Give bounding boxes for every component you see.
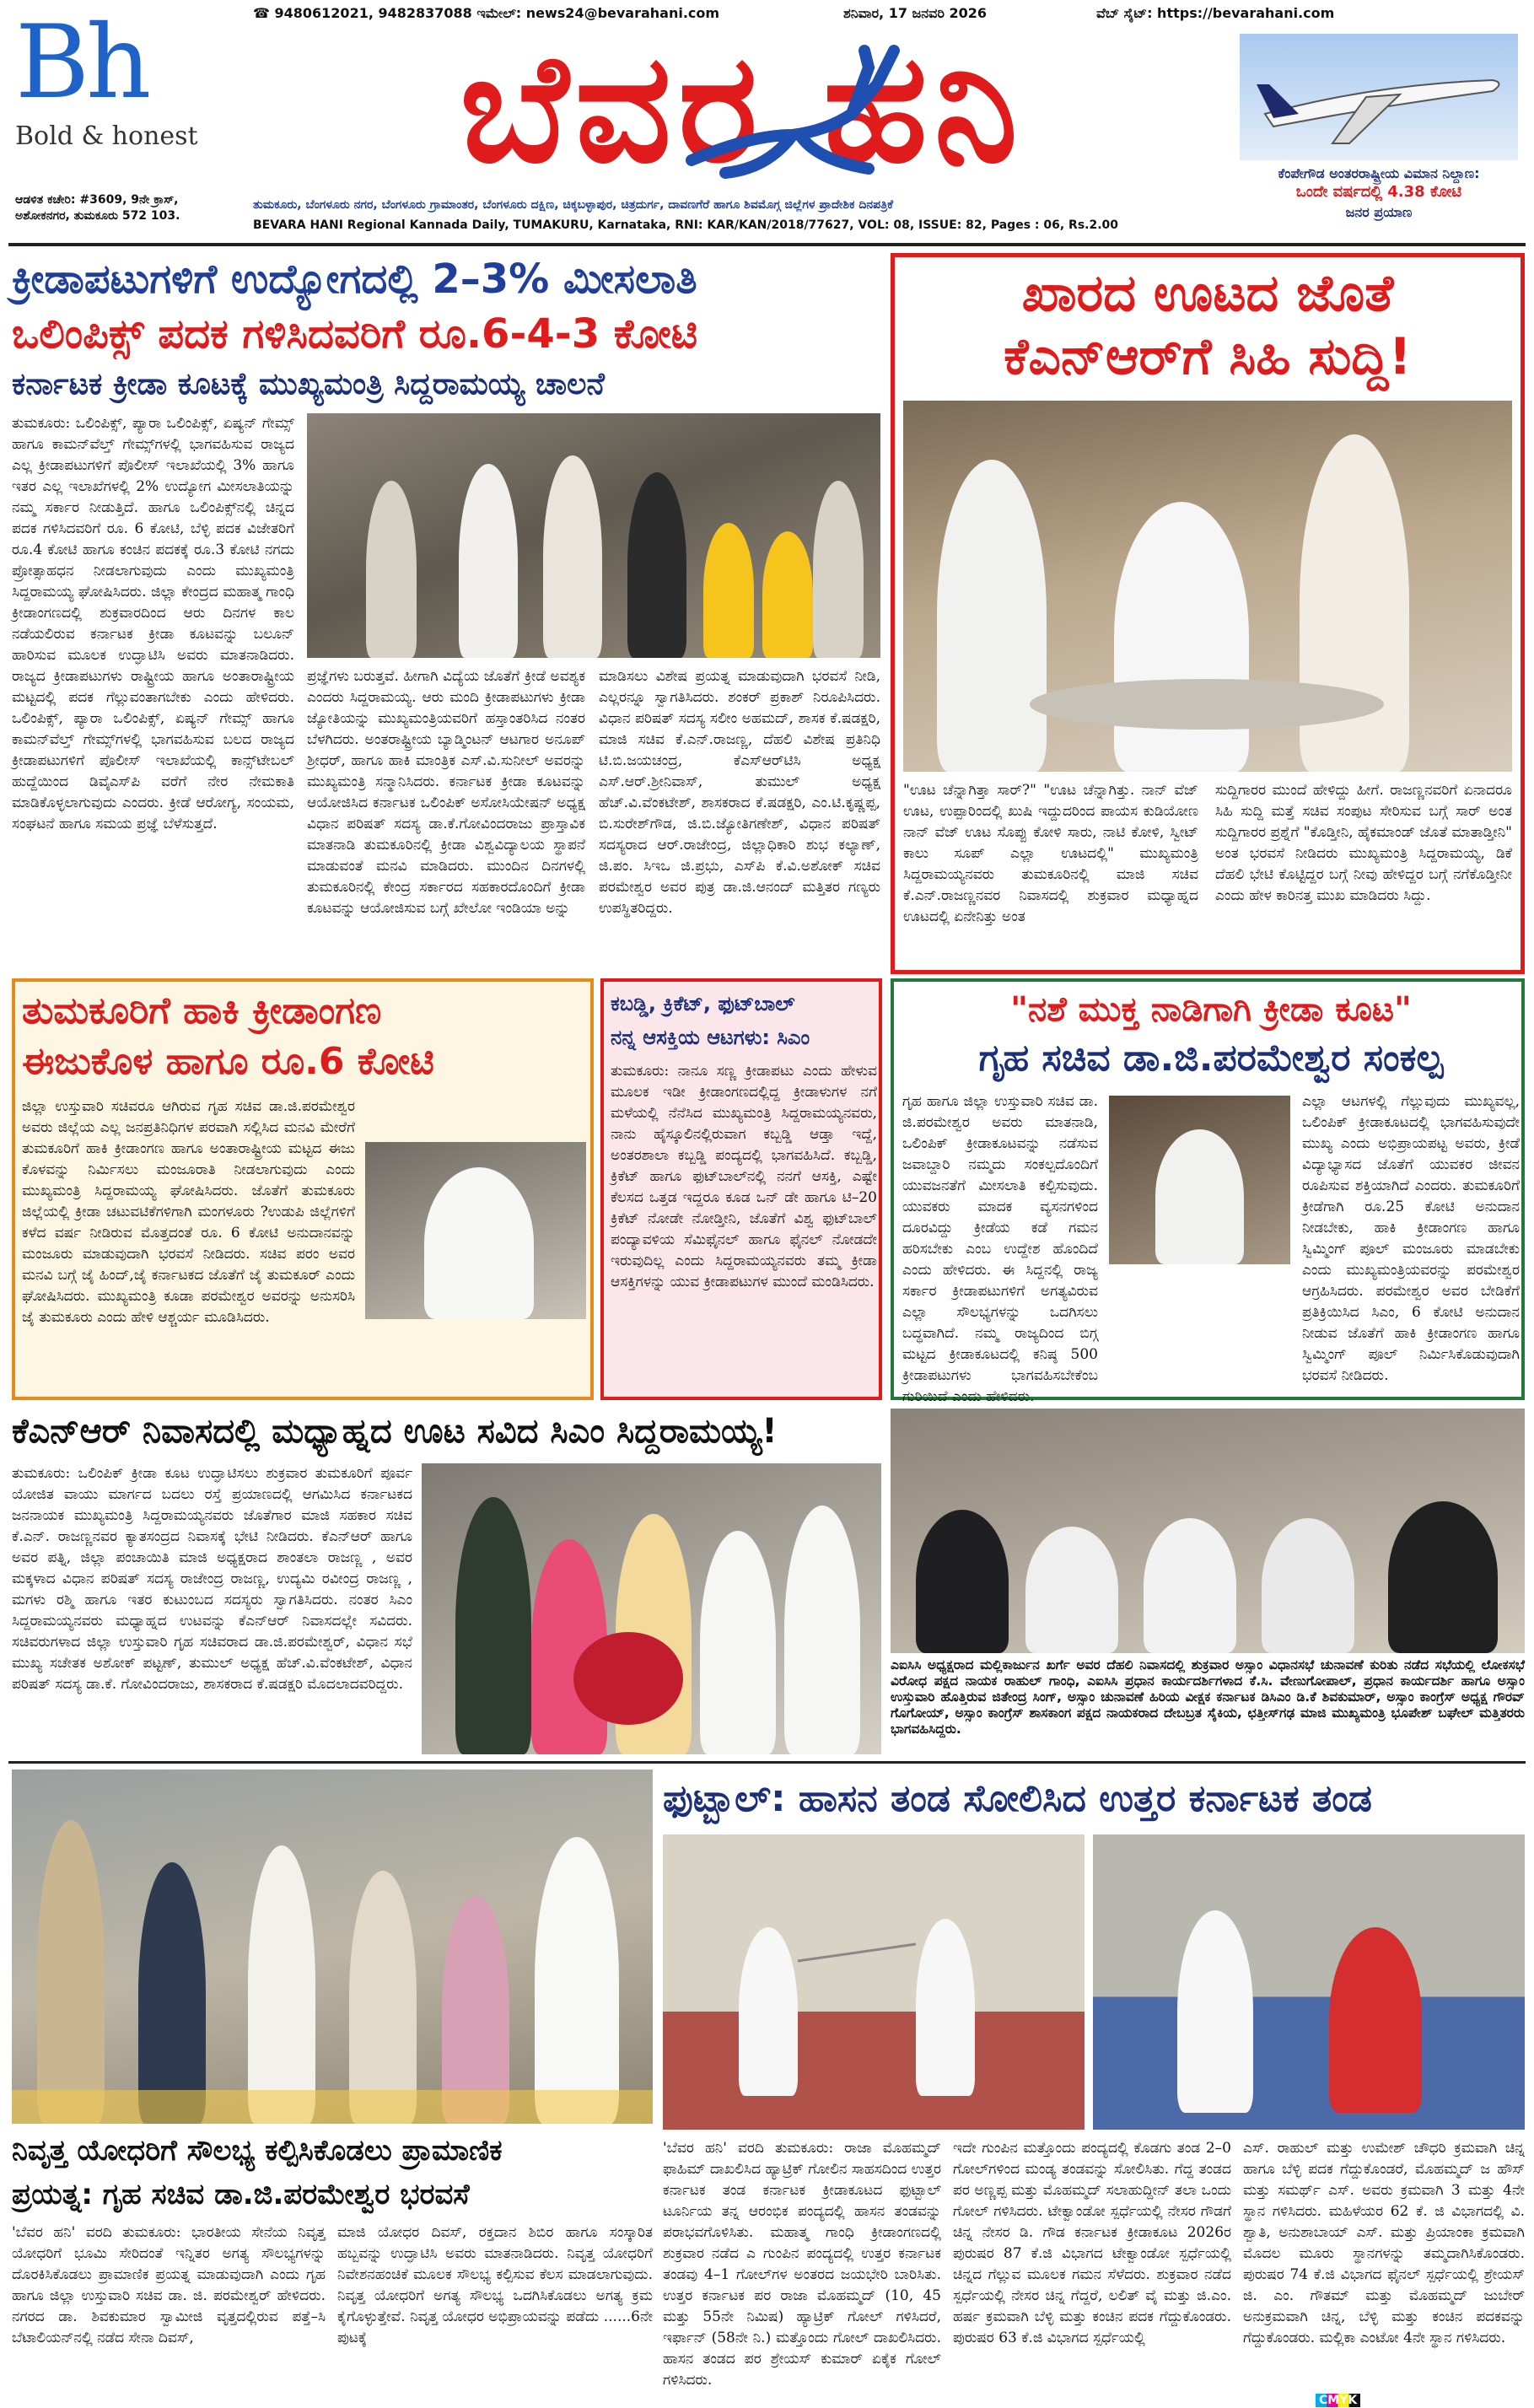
story4-headline-2: ನನ್ನ ಆಸಕ್ತಿಯ ಆಟಗಳು: ಸಿಎಂ: [611, 1026, 810, 1049]
story9-col3: ಎಸ್. ರಾಹುಲ್ ಮತ್ತು ಉಮೇಶ್ ಚೌಧರಿ ಕ್ರಮವಾಗಿ ಚಿನ್ನ ಹಾಗೂ ಬೆಳ್ಳಿ ಪದಕ ಗೆದ್ದುಕೊಂಡರೆ, ಮೊಹಮ್ಮದ್ ಜ ಹೌಸ್ ಮತ್ತು ಸಮರ್ಥ್ ಎಸ್. ಅವರು ಕ್ರಮವಾಗಿ 3 ಮತ್ತು 4ನೇ ಸ್ಥಾನ ಗಳಿಸಿದರು. ಮಹಿಳೆಯರ 62 ಕೆ. ಜಿ ವಿಭಾಗದಲ್ಲಿ ವಿ. ಶ್ವಾತಿ, ಅನುಶಾಬಾಯ್ ಎಸ್. ಮತ್ತು ಪ್ರಿಯಾಂಕಾ ಕ್ರಮವಾಗಿ ಮೊದಲ ಮೂರು ಸ್ಥಾನಗಳನ್ನು ತಮ್ಮದಾಗಿಸಿಕೊಂಡರು. ಪುರುಷರ 74 ಕೆ.ಜಿ ವಿಭಾಗದ ಫೈನಲ್ ಸ್ಪರ್ಧೆಯಲ್ಲಿ ಶ್ರೇಯಸ್ ಜಿ. ಎಂ. ಗೌತಮ್ ಮತ್ತು ಮೊಹಮ್ಮದ್ ಜುಬೇರ್ ಅನುಕ್ರಮವಾಗಿ ಚಿನ್ನ, ಬೆಳ್ಳಿ ಮತ್ತು ಕಂಚಿನ ಪದಕವನ್ನು ಗೆದ್ದುಕೊಂಡರು. ಮಲ್ಲಿಕಾ ಎಂಟೋ 4ನೇ ಸ್ಥಾನ ಗಳಿಸಿದರು.: [1243, 2140, 1525, 2346]
story9-col2: ಇದೇ ಗುಂಪಿನ ಮತ್ತೊಂದು ಪಂದ್ಯದಲ್ಲಿ ಕೊಡಗು ತಂಡ 2–0 ಗೋಲ್‌ಗಳಿಂದ ಮಂಡ್ಯ ತಂಡವನ್ನು ಸೋಲಿಸಿತು. ಗೆದ್ದ ತಂಡದ ಪರ ಅಣ್ಣಪ್ಪ ಮತ್ತು ಮೊಹಮ್ಮದ್ ಸಲಾಹುದ್ದೀನ್ ತಲಾ ಒಂದು ಗೋಲ್ ಗಳಿಸಿದರು. ಟೇಕ್ವಾಂಡೋ ಸ್ಪರ್ಧೆಯಲ್ಲಿ ನೇಸರ ಗೌಡಗೆ ಚಿನ್ನ ನೇಸರ ಡಿ. ಗೌಡ ಕರ್ನಾಟಕ ಕ್ರೀಡಾಕೂಟ 2026ರ ಪುರುಷರ 87 ಕೆ.ಜಿ ವಿಭಾಗದ ಟೇಕ್ವಾಂಡೋ ಸ್ಪರ್ಧೆಯಲ್ಲಿ ಚಿನ್ನದ ಗೆಲ್ಲುವ ಮೂಲಕ ಗಮನ ಸೆಳೆದರು. ಶುಕ್ರವಾರ ನಡೆದ ಸ್ಪರ್ಧೆಯಲ್ಲಿ ನೇಸರ ಚಿನ್ನ ಗೆದ್ದರೆ, ಲಲಿತ್ ವೈ ಮತ್ತು ಜಿ.ಎಂ. ಹರ್ಷ ಕ್ರಮವಾಗಿ ಬೆಳ್ಳಿ ಮತ್ತು ಕಂಚಿನ ಪದಕ ಗೆದ್ದುಕೊಂಡರು. ಪುರುಷರ 63 ಕೆ.ಜಿ ವಿಭಾಗದ ಸ್ಪರ್ಧೆಯಲ್ಲಿ: [953, 2140, 1231, 2346]
issue-date: ಶನಿವಾರ, 17 ಜನವರಿ 2026: [843, 5, 988, 21]
story5-box: [891, 978, 1525, 1405]
cmyk-mark: [1316, 2394, 1417, 2407]
coverage-line: ತುಮಕೂರು, ಬೆಂಗಳೂರು ನಗರ, ಬೆಂಗಳೂರು ಗ್ರಾಮಾಂತರ, ಬೆಂಗಳೂರು ದಕ್ಷಿಣ, ಚಿಕ್ಕಬಳ್ಳಾಪುರ, ಚಿತ್ರದುರ್ಗ, ದಾವಣಗೆರೆ ಹಾಗೂ ಶಿವಮೊಗ್ಗ ಜಿಲ್ಲೆಗಳ ಪ್ರಾದೇಶಿಕ ದಿನಪತ್ರಿಕೆ: [253, 198, 893, 212]
story3-photo: [365, 1142, 586, 1319]
story9-col1: 'ಬೆವರ ಹನಿ' ವರದಿ ತುಮಕೂರು: ರಾಜಾ ಮೊಹಮ್ಮದ್ ಫಾಹಿಮ್ ದಾಖಲಿಸಿದ ಹ್ಯಾಟ್ರಿಕ್ ಗೋಲಿನ ಸಾಹಸದಿಂದ ಉತ್ತರ ಕರ್ನಾಟಕ ತಂಡ ಕರ್ನಾಟಕ ಕ್ರೀಡಾಕೂಟದ ಫುಟ್ಬಾಲ್ ಟೂರ್ನಿಯ ತನ್ನ ಆರಂಭಿಕ ಪಂದ್ಯದಲ್ಲಿ ಹಾಸನ ತಂಡವನ್ನು ಪರಾಭವಗೊಳಿಸಿತು. ಮಹಾತ್ಮ ಗಾಂಧಿ ಕ್ರೀಡಾಂಗಣದಲ್ಲಿ ಶುಕ್ರವಾರ ನಡೆದ ಎ ಗುಂಪಿನ ಪಂದ್ಯದಲ್ಲಿ ಉತ್ತರ ಕರ್ನಾಟಕ ತಂಡವು 4–1 ಗೋಲ್‌ಗಳ ಅಂತರದ ಜಯಭೇರಿ ಬಾರಿಸಿತು. ಉತ್ತರ ಕರ್ನಾಟಕ ಪರ ರಾಜಾ ಮೊಹಮ್ಮದ್ (10, 45 ಮತ್ತು 55ನೇ ನಿಮಿಷ) ಹ್ಯಾಟ್ರಿಕ್ ಗೋಲ್ ಗಳಿಸಿದರೆ, ಇರ್ಫಾನ್ (58ನೇ ನಿ.) ಮತ್ತೊಂದು ಗೋಲ್ ದಾಖಲಿಸಿದರು. ಹಾಸನ ತಂಡದ ಪರ ಶ್ರೇಯಸ್ ಕುಮಾರ್ ಏಕೈಕ ಗೋಲ್ ಗಳಿಸಿದರು.: [663, 2140, 941, 2389]
mid-rule: [8, 1761, 1526, 1764]
logo-tagline: Bold & honest: [15, 121, 198, 151]
story6-photo: [422, 1463, 881, 1754]
gazelle-icon: [675, 34, 902, 186]
story5-headline-2: ಗೃಹ ಸಚಿವ ಡಾ.ಜಿ.ಪರಮೇಶ್ವರ ಸಂಕಲ್ಪ: [978, 1037, 1444, 1080]
story4-col1: ತುಮಕೂರು: ನಾನೂ ಸಣ್ಣ ಕ್ರೀಡಾಪಟು ಎಂದು ಹೇಳುವ ಮೂಲಕ ಇಡೀ ಕ್ರೀಡಾಂಗಣದಲ್ಲಿದ್ದ ಕ್ರೀಡಾಳುಗಳ ನಗೆ ಮಳೆಯಲ್ಲಿ ನೆನೆಸಿದ ಮುಖ್ಯಮಂತ್ರಿ ಸಿದ್ದರಾಮಯ್ಯನವರು, ನಾನು ಹೈಸ್ಕೂಲಿನಲ್ಲಿರುವಾಗ ಕಬ್ಬಡ್ಡಿ ಆಡ್ತಾ ಇದ್ದೆ, ಅಂತರಶಾಲಾ ಕಬ್ಬಡ್ಡಿ ಪಂದ್ಯದಲ್ಲಿ ಭಾಗವಹಿಸಿದೆ. ಕಬ್ಬಡ್ಡಿ, ಕ್ರಿಕೆಟ್ ಹಾಗೂ ಫುಟ್‌ಬಾಲ್‌ನಲ್ಲಿ ನನಗೆ ಆಸಕ್ತಿ, ಎಷ್ಟೇ ಕೆಲಸದ ಒತ್ತಡ ಇದ್ದರೂ ಕೂಡ ಒನ್ ಡೇ ಹಾಗೂ ಟಿ–20 ಕ್ರಿಕೆಟ್ ನೋಡೇ ನೋಡ್ತೀನಿ, ಜೊತೆಗೆ ವಿಶ್ವ ಫುಟ್‌ಬಾಲ್ ಪಂದ್ಯಾವಳಿಯ ಸೆಮಿಫೈನಲ್ ಹಾಗೂ ಫೈನಲ್ ನೋಡದೇ ಇರುವುದಿಲ್ಲ ಎಂದು ಸಿದ್ದರಾಮಯ್ಯನವರು ತಮ್ಮ ಕ್ರೀಡಾ ಆಸಕ್ತಿಗಳನ್ನು ಯುವ ಕ್ರೀಡಾಪಟುಗಳ ಮುಂದೆ ಮಂಡಿಸಿದರು.: [611, 1063, 877, 1290]
story3-headline-1: ತುಮಕೂರಿಗೆ ಹಾಕಿ ಕ್ರೀಡಾಂಗಣ: [22, 989, 382, 1032]
story2-col2: ಸುದ್ದಿಗಾರರ ಮುಂದೆ ಹೇಳಿದ್ದು ಹೀಗೆ. ರಾಜಣ್ಣನವರಿಗೆ ಏನಾದರೂ ಸಿಹಿ ಸುದ್ದಿ ಮತ್ತೆ ಸಚಿವ ಸಂಪುಟ ಸೇರಿಸುವ ಬಗ್ಗೆ ಸಾರ್ ಅಂತ ಸುದ್ದಿಗಾರರ ಪ್ರಶ್ನೆಗೆ "ಕೊಡ್ತೀನಿ, ಹೈಕಮಾಂಡ್ ಜೊತೆ ಮಾತಾಡ್ತೀನಿ" ಅಂತ ಭರವಸೆ ನೀಡಿದರು ಮುಖ್ಯಮಂತ್ರಿ ಸಿದ್ದರಾಮಯ್ಯ, ಡಿಕೆ ದೆಹಲಿ ಭೇಟಿ ಕೊಟ್ಟಿದ್ದರ ಬಗ್ಗೆ ನೀವು ಹೇಳಿದ್ದರ ಬಗ್ಗೆ ನಗೆಕೊಡ್ತೀನೀ ಎಂದು ಹೇಳ ಕಾರಿನತ್ತ ಮುಖ ಮಾಡಿದರು ಸಿದ್ದು.: [1215, 782, 1512, 904]
story1-col3: ಮಾಡಿಸಲು ವಿಶೇಷ ಪ್ರಯತ್ನ ಮಾಡುವುದಾಗಿ ಭರವಸೆ ನೀಡಿ, ಎಲ್ಲರನ್ನೂ ಸ್ವಾಗತಿಸಿದರು. ಶಂಕರ್ ಪ್ರಕಾಶ್ ನಿರೂಪಿಸಿದರು. ವಿಧಾನ ಪರಿಷತ್ ಸದಸ್ಯ ಸಲೀಂ ಅಹಮದ್, ಶಾಸಕ ಕೆ.ಷಡಕ್ಷರಿ, ಮಾಜಿ ಸಚಿವ ಕೆ.ಎನ್.ರಾಜಣ್ಣ, ದೆಹಲಿ ವಿಶೇಷ ಪ್ರತಿನಿಧಿ ಟಿ.ಬಿ.ಜಯಚಂದ್ರ, ಕೆಎಸ್‌ಆರ್‌ಟಿಸಿ ಅಧ್ಯಕ್ಷ ಎಸ್.ಆರ್.ಶ್ರೀನಿವಾಸ್, ತುಮುಲ್ ಅಧ್ಯಕ್ಷ ಹೆಚ್.ವಿ.ವೆಂಕಟೇಶ್, ಶಾಸಕರಾದ ಕೆ.ಷಡಕ್ಷರಿ, ಎಂ.ಟಿ.ಕೃಷ್ಣಪ್ಪ, ಬಿ.ಸುರೇಶ್‌ಗೌಡ, ಜಿ.ಬಿ.ಜ್ಯೋತಿಗಣೇಶ್, ವಿಧಾನ ಪರಿಷತ್ ಸದಸ್ಯರಾದ ಆರ್.ರಾಜೇಂದ್ರ, ಜಿಲ್ಲಾಧಿಕಾರಿ ಶುಭ ಕಲ್ಯಾಣ್, ಜಿ.ಪಂ. ಸಿಇಒ ಜಿ.ಪ್ರಭು, ಎಸ್‌ಪಿ ಕೆ.ವಿ.ಅಶೋಕ್ ಸಚಿವ ಪರಮೇಶ್ವರ ಅವರ ಪುತ್ರ ಡಾ.ಜಿ.ಆನಂದ್ ಮತ್ತಿತರ ಗಣ್ಯರು ಉಪಸ್ಥಿತರಿದ್ದರು.: [599, 668, 880, 917]
story8-photo: [12, 1770, 653, 2124]
story2-box: [891, 253, 1525, 974]
newspaper-title: ಬೆವರ ಹನಿ: [460, 21, 1025, 196]
office-address: ಆಡಳಿತ ಕಚೇರಿ: #3609, 9ನೇ ಕ್ರಾಸ್, ಅಶೋಕನಗರ, ತುಮಕೂರು 572 103.: [15, 193, 180, 223]
masthead-rule: [8, 243, 1526, 246]
ear-caption-2: ಒಂದೇ ವರ್ಷದಲ್ಲಿ 4.38 ಕೋಟಿ: [1295, 183, 1462, 201]
logo-letters: Bh: [15, 4, 148, 121]
cmyk-label: CMYK: [1316, 2394, 1360, 2407]
story3-box: [12, 978, 594, 1400]
story8-col2: ಮಾಜಿ ಯೋಧರ ದಿವಸ್, ರಕ್ತದಾನ ಶಿಬಿರ ಹಾಗೂ ಸಂಸ್ಕಾರಿತ ಹಬ್ಬವನ್ನು ಉದ್ಘಾಟಿಸಿ ಅವರು ಮಾತನಾಡಿದರು. ನಿವೃತ್ತ ಯೋಧರಿಗೆ ನಿವೇಶನಹಂಚಿಕೆ ಮೂಲಕ ಸೌಲಭ್ಯ ಕಲ್ಪಿಸುವ ಕೆಲಸ ಮಾಡಲಾಗುವುದು. ನಿವೃತ್ತ ಯೋಧರಿಗೆ ಅಗತ್ಯ ಸೌಲಭ್ಯ ಒದಗಿಸಿಕೊಡಲು ಅಗತ್ಯ ಕ್ರಮ ಕೈಗೊಳ್ಳುತ್ತೇವೆ. ನಿವೃತ್ತ ಯೋಧರ ಅಭಿಪ್ರಾಯವನ್ನು ಪಡೆದು ......6ನೇ ಪುಟಕ್ಕೆ: [337, 2224, 653, 2346]
story5-col2: ಎಲ್ಲಾ ಆಟಗಳಲ್ಲಿ ಗೆಲ್ಲುವುದು ಮುಖ್ಯವಲ್ಲ, ಒಲಿಂಪಿಕ್ ಕ್ರೀಡಾಕೂಟದಲ್ಲಿ ಭಾಗವಹಿಸುವುದೇ ಮುಖ್ಯ ಎಂದು ಅಭಿಪ್ರಾಯಪಟ್ಟ ಅವರು, ಕ್ರೀಡೆ ವಿದ್ಯಾಭ್ಯಾಸದ ಜೊತೆಗೆ ಯುವಕರ ಜೀವನ ರೂಪಿಸುವ ಶಕ್ತಿಯಾಗಿದೆ ಎಂದರು. ತುಮಕೂರಿಗೆ ಕ್ರೀಡೆಗಾಗಿ ರೂ.25 ಕೋಟಿ ಅನುದಾನ ನೀಡಬೇಕು, ಹಾಕಿ ಕ್ರೀಡಾಂಗಣ ಹಾಗೂ ಸ್ವಿಮ್ಮಿಂಗ್ ಪೂಲ್ ಮಂಜೂರು ಮಾಡಬೇಕು ಎಂದು ಮುಖ್ಯಮಂತ್ರಿಯವರನ್ನು ಪರಮೇಶ್ವರ ಆಗ್ರಹಿಸಿದರು. ಪರಮೇಶ್ವರ ಅವರ ಬೇಡಿಕೆಗೆ ಪ್ರತಿಕ್ರಿಯಿಸಿದ ಸಿಎಂ, 6 ಕೋಟಿ ಅನುದಾನ ನೀಡುವ ಜೊತೆಗೆ ಹಾಕಿ ಕ್ರೀಡಾಂಗಣ ಹಾಗೂ ಸ್ವಿಮ್ಮಿಂಗ್ ಪೂಲ್ ನಿರ್ಮಿಸಿಕೊಡುವುದಾಗಿ ಭರವಸೆ ನೀಡಿದರು.: [1302, 1093, 1520, 1384]
story6-headline: ಕೆಎನ್‌ಆರ್ ನಿವಾಸದಲ್ಲಿ ಮಧ್ಯಾಹ್ನದ ಊಟ ಸವಿದ ಸಿಎಂ ಸಿದ್ದರಾಮಯ್ಯ!: [12, 1412, 778, 1451]
ear-caption-3: ಜನರ ಪ್ರಯಾಣ: [1345, 204, 1413, 220]
story3-col1: ಜಿಲ್ಲಾ ಉಸ್ತುವಾರಿ ಸಚಿವರೂ ಆಗಿರುವ ಗೃಹ ಸಚಿವ ಡಾ.ಜಿ.ಪರಮೇಶ್ವರ ಅವರು ಜಿಲ್ಲೆಯ ಎಲ್ಲ ಜನಪ್ರತಿನಿಧಿಗಳ ಪರವಾಗಿ ಸಲ್ಲಿಸಿದ ಮನವಿ ಮೇರೆಗೆ ತುಮಕೂರಿಗೆ ಹಾಕಿ ಕ್ರೀಡಾಂಗಣ ಹಾಗೂ ಅಂತಾರಾಷ್ಟ್ರೀಯ ಮಟ್ಟದ ಈಜು ಕೊಳವನ್ನು ನಿರ್ಮಿಸಲು ಮಂಜೂರಾತಿ ನೀಡಲಾಗುವುದು ಎಂದು ಮುಖ್ಯಮಂತ್ರಿ ಸಿದ್ದರಾಮಯ್ಯ ಘೋಷಿಸಿದರು. ಜೊತೆಗೆ ತುಮಕೂರು ಜಿಲ್ಲೆಯಲ್ಲಿ ಕ್ರೀಡಾ ಚಟುವಟಿಕೆಗಳಿಗಾಗಿ ಮಂಗಳೂರು ?ಉಡುಪಿ ಜಿಲ್ಲೆಗಳಿಗೆ ಕಳೆದ ವರ್ಷ ನೀಡಿರುವ ಮೊತ್ತದಂತೆ ರೂ. 6 ಕೋಟಿ ಅನುದಾನವನ್ನು ಮಂಜೂರು ಮಾಡುವುದಾಗಿ ಭರವಸೆ ನೀಡಿದರು. ಸಚಿವ ಪರಂ ಅವರ ಮನವಿ ಬಗ್ಗೆ ಜೈ ಹಿಂದ್,ಜೈ ಕರ್ನಾಟಕದ ಜೊತೆಗೆ ಜೈ ತುಮಕೂರ್ ಎಂದು ಘೋಷಿಸಿದರು. ಮುಖ್ಯಮಂತ್ರಿ ಕೂಡಾ ಪರಮೇಶ್ವರ ಅವರನ್ನು ಅನುಸರಿಸಿ ಜೈ ತುಮಕೂರು ಎಂದು ಹೇಳಿ ಆಶ್ಚರ್ಯ ಮೂಡಿಸಿದರು.: [22, 1098, 355, 1326]
logo-box: [15, 4, 218, 186]
story4-headline-1: ಕಬಡ್ಡಿ, ಕ್ರಿಕೆಟ್, ಫುಟ್‌ಬಾಲ್: [611, 992, 795, 1015]
ear-caption-1: ಕೆಂಪೇಗೌಡ ಅಂತರರಾಷ್ಟ್ರೀಯ ವಿಮಾನ ನಿಲ್ದಾಣ:: [1278, 165, 1480, 181]
story9-headline: ಫುಟ್ಬಾಲ್: ಹಾಸನ ತಂಡ ಸೋಲಿಸಿದ ಉತ್ತರ ಕರ್ನಾಟಕ ತಂಡ: [663, 1777, 1372, 1820]
story8-headline-1: ನಿವೃತ್ತ ಯೋಧರಿಗೆ ಸೌಲಭ್ಯ ಕಲ್ಪಿಸಿಕೊಡಲು ಪ್ರಾಮಾಣಿಕ: [12, 2134, 503, 2168]
story1-headline-2: ಒಲಿಂಪಿಕ್ಸ್ ಪದಕ ಗಳಿಸಿದವರಿಗೆ ರೂ.6-4-3 ಕೋಟಿ: [12, 310, 698, 358]
story2-headline-1: ಖಾರದ ಊಟದ ಜೊತೆ: [1021, 264, 1394, 323]
story1-headline-1: ಕ್ರೀಡಾಪಟುಗಳಿಗೆ ಉದ್ಯೋಗದಲ್ಲಿ 2–3% ಮೀಸಲಾತಿ: [12, 256, 697, 303]
story9-photo-fencing: [663, 1834, 1085, 2130]
story8-col1: 'ಬೆವರ ಹನಿ' ವರದಿ ತುಮಕೂರು: ಭಾರತೀಯ ಸೇನೆಯ ನಿವೃತ್ತ ಯೋಧರಿಗೆ ಭೂಮಿ ಸೇರಿದಂತೆ ಇನ್ನಿತರ ಅಗತ್ಯ ಸೌಲಭ್ಯಗಳನ್ನು ದೊರಕಿಸಿಕೊಡಲು ಪ್ರಾಮಾಣಿಕ ಪ್ರಯತ್ನ ಮಾಡುವುದಾಗಿ ಎಂದು ಗೃಹ ಹಾಗೂ ಜಿಲ್ಲಾ ಉಸ್ತುವಾರಿ ಸಚಿವ ಡಾ. ಜಿ. ಪರಮೇಶ್ವರ್ ಹೇಳಿದರು. ನಗರದ ಡಾ. ಶಿವಕುಮಾರ ಸ್ವಾಮೀಜಿ ವೃತ್ತದಲ್ಲಿರುವ ಪತ್ತೆ–ಸಿ ಬೆಟಾಲಿಯನ್‌ನಲ್ಲಿ ನಡೆದ ಸೇನಾ ದಿವಸ್,: [12, 2224, 326, 2346]
story1-col2: ಪ್ರಜ್ಞೆಗಳು ಬರುತ್ತವೆ. ಹೀಗಾಗಿ ವಿದ್ಯೆಯ ಜೊತೆಗೆ ಕ್ರೀಡೆ ಅವಶ್ಯಕ ಎಂದರು ಸಿದ್ದರಾಮಯ್ಯ. ಆರು ಮಂದಿ ಕ್ರೀಡಾಪಟುಗಳು ಕ್ರೀಡಾ ಜ್ಯೋತಿಯನ್ನು ಮುಖ್ಯಮಂತ್ರಿಯವರಿಗೆ ಹಸ್ತಾಂತರಿಸಿದ ನಂತರ ಬೆಳಗಿದರು. ಅಂತರಾಷ್ಟ್ರೀಯ ಬ್ಯಾಡ್ಮಿಂಟನ್ ಆಟಗಾರ ಅನೂಪ್ ಶ್ರೀಧರ್, ಹಾಗೂ ಹಾಕಿ ಮಾಂತ್ರಿಕ ಎಸ್.ವಿ.ಸುನೀಲ್ ಅವರನ್ನು ಮುಖ್ಯಮಂತ್ರಿ ಸನ್ಮಾನಿಸಿದರು. ಕರ್ನಾಟಕ ಕ್ರೀಡಾ ಕೂಟವನ್ನು ಆಯೋಜಿಸಿದ ಕರ್ನಾಟಕ ಒಲಿಂಪಿಕ್ ಅಸೋಸಿಯೇಷನ್ ಅಧ್ಯಕ್ಷ ವಿಧಾನ ಪರಿಷತ್ ಸದಸ್ಯ ಡಾ.ಕೆ.ಗೋವಿಂದರಾಜು ಪ್ರಾಸ್ತಾವಿಕ ಮಾತನಾಡಿ ತುಮಕೂರಿನಲ್ಲಿ ಕ್ರೀಡಾ ವಿಶ್ವವಿದ್ಯಾಲಯ ಸ್ಥಾಪನೆ ಮಾಡುವಂತೆ ಮನವಿ ಮಾಡಿದರು. ಮುಂದಿನ ದಿನಗಳಲ್ಲಿ ತುಮಕೂರಿನಲ್ಲಿ ಕೇಂದ್ರ ಸರ್ಕಾರದ ಸಹಕಾರದೊಂದಿಗೆ ಕ್ರೀಡಾ ಕೂಟವನ್ನು ಆಯೋಜಿಸುವ ಬಗ್ಗೆ ಖೇಲೋ ಇಂಡಿಯಾ ಅನ್ನು: [307, 668, 585, 917]
story6-col1: ತುಮಕೂರು: ಒಲಿಂಪಿಕ್ ಕ್ರೀಡಾ ಕೂಟ ಉದ್ಘಾಟಿಸಲು ಶುಕ್ರವಾರ ತುಮಕೂರಿಗೆ ಪೂರ್ವ ಯೋಜಿತ ವಾಯು ಮಾರ್ಗದ ಬದಲು ರಸ್ತೆ ಪ್ರಯಾಣದಲ್ಲಿ ಆಗಮಿಸಿದ ಕರ್ನಾಟಕದ ಜನನಾಯಕ ಮುಖ್ಯಮಂತ್ರಿ ಸಿದ್ದರಾಮಯ್ಯನವರು ಜೊತೆಗಾರ ಮಾಜಿ ಸಹಕಾರ ಸಚಿವ ಕೆ.ಎನ್. ರಾಜಣ್ಣನವರ ಕ್ಯಾತಸಂದ್ರದ ನಿವಾಸಕ್ಕೆ ಭೇಟಿ ನೀಡಿದರು. ಕೆಎನ್‌ಆರ್ ಹಾಗೂ ಅವರ ಪತ್ನಿ, ಜಿಲ್ಲಾ ಪಂಚಾಯಿತಿ ಮಾಜಿ ಅಧ್ಯಕ್ಷರಾದ ಶಾಂತಲಾ ರಾಜಣ್ಣ , ಅವರ ಮಕ್ಕಳಾದ ವಿಧಾನ ಪರಿಷತ್ ಸದಸ್ಯ ರಾಜೇಂದ್ರ ರಾಜಣ್ಣ, ಉದ್ಯಮಿ ರವೀಂದ್ರ ರಾಜಣ್ಣ , ಮಗಳು ರಶ್ಮಿ ಹಾಗೂ ಇತರ ಕುಟುಂಬದ ಸದಸ್ಯರು ಸ್ವಾಗತಿಸಿದರು. ನಂತರ ಸಿಎಂ ಸಿದ್ದರಾಮಯ್ಯನವರು ಮಧ್ಯಾಹ್ನದ ಉಟವನ್ನು ಕೆಎನ್‌ಆರ್ ನಿವಾಸದಲ್ಲೇ ಸವಿದರು. ಸಚಿವರುಗಳಾದ ಜಿಲ್ಲಾ ಉಸ್ತುವಾರಿ ಗೃಹ ಸಚಿವರಾದ ಡಾ.ಜಿ.ಪರಮೇಶ್ವರ್, ವಿಧಾನ ಸಭೆ ಮುಖ್ಯ ಸಚೇತಕ ಅಶೋಕ್ ಪಟ್ಟಣ್, ತುಮುಲ್ ಅಧ್ಯಕ್ಷ ಹೆಚ್.ವಿ.ವೆಂಕಟೇಶ್, ವಿಧಾನ ಪರಿಷತ್ ಸದಸ್ಯ ಡಾ.ಕೆ. ಗೋವಿಂದರಾಜು, ಶಾಸಕರಾದ ಕೆ.ಷಡಕ್ಷರಿ ಮೊದಲಾದವರಿದ್ದರು.: [12, 1465, 412, 1693]
story1-photo: [307, 413, 880, 658]
story5-headline-1: "ನಶೆ ಮುಕ್ತ ನಾಡಿಗಾಗಿ ಕ್ರೀಡಾ ಕೂಟ": [1010, 990, 1412, 1029]
registration-line: BEVARA HANI Regional Kannada Daily, TUMAKURU, Karnataka, RNI: KAR/KAN/2018/77627, VOL: 08, ISSUE: 82, Pages : 06, Rs.2.00: [253, 218, 1119, 232]
story7-caption: ಎಐಸಿಸಿ ಅಧ್ಯಕ್ಷರಾದ ಮಲ್ಲಿಕಾರ್ಜುನ ಖರ್ಗೆ ಅವರ ದೆಹಲಿ ನಿವಾಸದಲ್ಲಿ ಶುಕ್ರವಾರ ಅಸ್ಸಾಂ ವಿಧಾನಸಭೆ ಚುನಾವಣೆ ಕುರಿತು ನಡೆದ ಸಭೆಯಲ್ಲಿ ಲೋಕಸಭೆ ವಿರೋಧ ಪಕ್ಷದ ನಾಯಕ ರಾಹುಲ್ ಗಾಂಧಿ, ಎಐಸಿಸಿ ಪ್ರಧಾನ ಕಾರ್ಯದರ್ಶಿಗಳಾದ ಕೆ.ಸಿ. ವೇಣುಗೋಪಾಲ್, ಪ್ರಧಾನ ಕಾರ್ಯದರ್ಶಿ ಹಾಗೂ ಅಸ್ಸಾಂ ಉಸ್ತುವಾರಿ ಹೊತ್ತಿರುವ ಜಿತೇಂದ್ರ ಸಿಂಗ್, ಅಸ್ಸಾಂ ಚುನಾವಣೆ ಹಿರಿಯ ವೀಕ್ಷಕ ಕರ್ನಾಟಕ ಡಿಸಿಎಂ ಡಿ.ಕೆ ಶಿವಕುಮಾರ್, ಅಸ್ಸಾಂ ಕಾಂಗ್ರೆಸ್ ಅಧ್ಯಕ್ಷ ಗೌರವ್ ಗೊಗೋಯ್, ಅಸ್ಸಾಂ ಕಾಂಗ್ರೆಸ್ ಶಾಸಕಾಂಗ ಪಕ್ಷದ ನಾಯಕರಾದ ದೇಬಬ್ರತ ಸೈಕಿಯ, ಛತ್ತೀಸ್‌ಗಢ ಮಾಜಿ ಮುಖ್ಯಮಂತ್ರಿ ಭೂಪೇಶ್ ಬಘೇಲ್ ಮತ್ತಿತರರು ಭಾಗವಹಿಸಿದ್ದರು.: [891, 1657, 1525, 1737]
story1-col1: ತುಮಕೂರು: ಒಲಿಂಪಿಕ್ಸ್, ಪ್ಯಾರಾ ಒಲಿಂಪಿಕ್ಸ್, ಏಷ್ಯನ್ ಗೇಮ್ಸ್ ಹಾಗೂ ಕಾಮನ್‌ವೆಲ್ತ್ ಗೇಮ್ಸ್‌ಗಳಲ್ಲಿ ಭಾಗವಹಿಸುವ ರಾಜ್ಯದ ಎಲ್ಲ ಕ್ರೀಡಾಪಟುಗಳಿಗೆ ಪೊಲೀಸ್ ಇಲಾಖೆಯಲ್ಲಿ 3% ಹಾಗೂ ಇತರ ಎಲ್ಲ ಇಲಾಖೆಗಳಲ್ಲಿ 2% ಉದ್ಯೋಗ ಮೀಸಲಾತಿಯನ್ನು ನಮ್ಮ ಸರ್ಕಾರ ನೀಡುತ್ತಿದೆ. ಹಾಗೂ ಒಲಿಂಪಿಕ್ಸ್‌ನಲ್ಲಿ ಚಿನ್ನದ ಪದಕ ಗಳಿಸಿದವರಿಗೆ ರೂ. 6 ಕೋಟಿ, ಬೆಳ್ಳಿ ಪದಕ ವಿಜೇತರಿಗೆ ರೂ.4 ಕೋಟಿ ಹಾಗೂ ಕಂಚಿನ ಪದಕಕ್ಕೆ ರೂ.3 ಕೋಟಿ ನಗದು ಪ್ರೋತ್ಸಾಹಧನ ನೀಡಲಾಗುವುದು ಎಂದು ಮುಖ್ಯಮಂತ್ರಿ ಸಿದ್ದರಾಮಯ್ಯ ಘೋಷಿಸಿದರು. ಜಿಲ್ಲಾ ಕೇಂದ್ರದ ಮಹಾತ್ಮ ಗಾಂಧಿ ಕ್ರೀಡಾಂಗಣದಲ್ಲಿ ಶುಕ್ರವಾರದಿಂದ ಆರು ದಿನಗಳ ಕಾಲ ನಡೆಯಲಿರುವ ಕರ್ನಾಟಕ ಕ್ರೀಡಾ ಕೂಟವನ್ನು ಬಲೂನ್ ಹಾರಿಸುವ ಮೂಲಕ ಉದ್ಘಾಟಿಸಿ ಅವರು ಮಾತನಾಡಿದರು. ರಾಜ್ಯದ ಕ್ರೀಡಾಪಟುಗಳು ರಾಷ್ಟ್ರೀಯ ಹಾಗೂ ಅಂತಾರಾಷ್ಟ್ರೀಯ ಮಟ್ಟದಲ್ಲಿ ಪದಕ ಗೆಲ್ಲುವಂತಾಗಬೇಕು ಎಂದು ಹೇಳಿದರು. ಒಲಿಂಪಿಕ್ಸ್, ಪ್ಯಾರಾ ಒಲಿಂಪಿಕ್ಸ್, ಏಷ್ಯನ್ ಗೇಮ್ಸ್ ಹಾಗೂ ಕಾಮನ್‌ವೆಲ್ತ್ ಗೇಮ್ಸ್‌ಗಳಲ್ಲಿ ಭಾಗವಹಿಸುವ ಬಲದ ರಾಜ್ಯದ ಕ್ರೀಡಾಪಟುಗಳಿಗೆ ಪೊಲೀಸ್ ಇಲಾಖೆಯಲ್ಲಿ ಕಾನ್ಸ್‌ಟೇಬಲ್ ಹುದ್ದೆಯಿಂದ ಡಿವೈಎಸ್‌ಪಿ ವರೆಗೆ ನೇರ ನೇಮಕಾತಿ ಮಾಡಿಕೊಳ್ಳಲಾಗುವುದು ಎಂದರು. ಕ್ರೀಡೆ ಆರೋಗ್ಯ, ಸಂಯಮ, ಸಂಘಟನೆ ಹಾಗೂ ಸಮಯ ಪ್ರಜ್ಞೆ ಬೆಳೆಸುತ್ತದೆ.: [12, 415, 294, 832]
story2-col1: "ಊಟ ಚೆನ್ನಾಗಿತ್ತಾ ಸಾರ್?" "ಊಟ ಚೆನ್ನಾಗಿತ್ತು. ನಾನ್ ವೆಜ್ ಊಟ, ಉಪ್ಪಾರಿಂದಲ್ಲಿ ಖುಷಿ ಇದ್ದುದರಿಂದ ಪಾಯಸ ಕುಡಿಯೋಣ ನಾನ್ ವೆಜ್ ಊಟ ಸೊಪ್ಪು ಕೋಳಿ ಸಾರು, ನಾಟಿ ಕೋಳಿ, ಸ್ವೀಟ್ ಕಾಲು ಸೂಪ್ ಎಲ್ಲಾ ಊಟದಲ್ಲಿ" ಮುಖ್ಯಮಂತ್ರಿ ಸಿದ್ದರಾಮಯ್ಯನವರು ತುಮಕೂರಿನಲ್ಲಿ ಮಾಜಿ ಸಚಿವ ಕೆ.ಎನ್.ರಾಜಣ್ಣನವರ ನಿವಾಸದಲ್ಲಿ ಶುಕ್ರವಾರ ಮಧ್ಯಾಹ್ನದ ಊಟದಲ್ಲಿ ಏನೇನಿತ್ತು ಅಂತ: [903, 782, 1198, 925]
story5-photo: [1109, 1096, 1290, 1264]
contact-line: ☎ 9480612021, 9482837088 ಇಮೇಲ್: news24@bevarahani.com: [253, 5, 720, 21]
story2-photo: [903, 401, 1512, 772]
story7-photo: [891, 1409, 1525, 1653]
story1-subhead: ಕರ್ನಾಟಕ ಕ್ರೀಡಾ ಕೂಟಕ್ಕೆ ಮುಖ್ಯಮಂತ್ರಿ ಸಿದ್ದರಾಮಯ್ಯ ಚಾಲನೆ: [12, 367, 605, 401]
story4-box: [600, 978, 882, 1400]
airplane-photo: [1240, 34, 1518, 160]
story8-headline-2: ಪ್ರಯತ್ನ: ಗೃಹ ಸಚಿವ ಡಾ.ಜಿ.ಪರಮೇಶ್ವರ ಭರವಸೆ: [12, 2178, 470, 2211]
website: ವೆಬ್ ಸೈಟ್: https://bevarahani.com: [1096, 5, 1335, 21]
story3-headline-2: ಈಜುಕೊಳ ಹಾಗೂ ರೂ.6 ಕೋಟಿ: [22, 1040, 434, 1083]
story5-col1: ಗೃಹ ಹಾಗೂ ಜಿಲ್ಲಾ ಉಸ್ತುವಾರಿ ಸಚಿವ ಡಾ. ಜಿ.ಪರಮೇಶ್ವರ ಅವರು ಮಾತನಾಡಿ, ಒಲಿಂಪಿಕ್ ಕ್ರೀಡಾಕೂಟವನ್ನು ನಡೆಸುವ ಜವಾಬ್ದಾರಿ ನಮ್ಮದು ಸಂಕಲ್ಪದೊಂದಿಗೆ ಯುವಜನತೆಗೆ ಮೀಸಲಾತಿ ಕಲ್ಪಿಸುವುದು. ಯುವಕರು ಮಾದಕ ವ್ಯಸನಗಳಿಂದ ದೂರವಿದ್ದು ಕ್ರೀಡೆಯ ಕಡೆ ಗಮನ ಹರಿಸಬೇಕು ಎಂಬ ಉದ್ದೇಶ ಹೊಂದಿದೆ ಎಂದು ಹೇಳಿದರು. ಈ ಸಿದ್ದನಲ್ಲಿ ರಾಜ್ಯ ಸರ್ಕಾರ ಕ್ರೀಡಾಪಟುಗಳಿಗೆ ಅಗತ್ಯವಿರುವ ಎಲ್ಲಾ ಸೌಲಭ್ಯಗಳನ್ನು ಒದಗಿಸಲು ಬದ್ಧವಾಗಿದೆ. ನಮ್ಮ ರಾಜ್ಯದಿಂದ ಬಿಗ್ಗ ಮಟ್ಟದ ಕ್ರೀಡಾಕೂಟದಲ್ಲಿ ಕನಿಷ್ಠ 500 ಕ್ರೀಡಾಪಟುಗಳು ಭಾಗವಹಿಸಬೇಕೆಂಬ ಗುರಿಯಿದೆ ಎಂದು ಹೇಳಿದರು.: [902, 1093, 1098, 1405]
story9-photo-taekwondo: [1093, 1834, 1525, 2130]
masthead: [0, 0, 1534, 245]
story2-headline-2: ಕೆಎನ್‌ಆರ್‌ಗೆ ಸಿಹಿ ಸುದ್ದಿ!: [1004, 327, 1412, 386]
